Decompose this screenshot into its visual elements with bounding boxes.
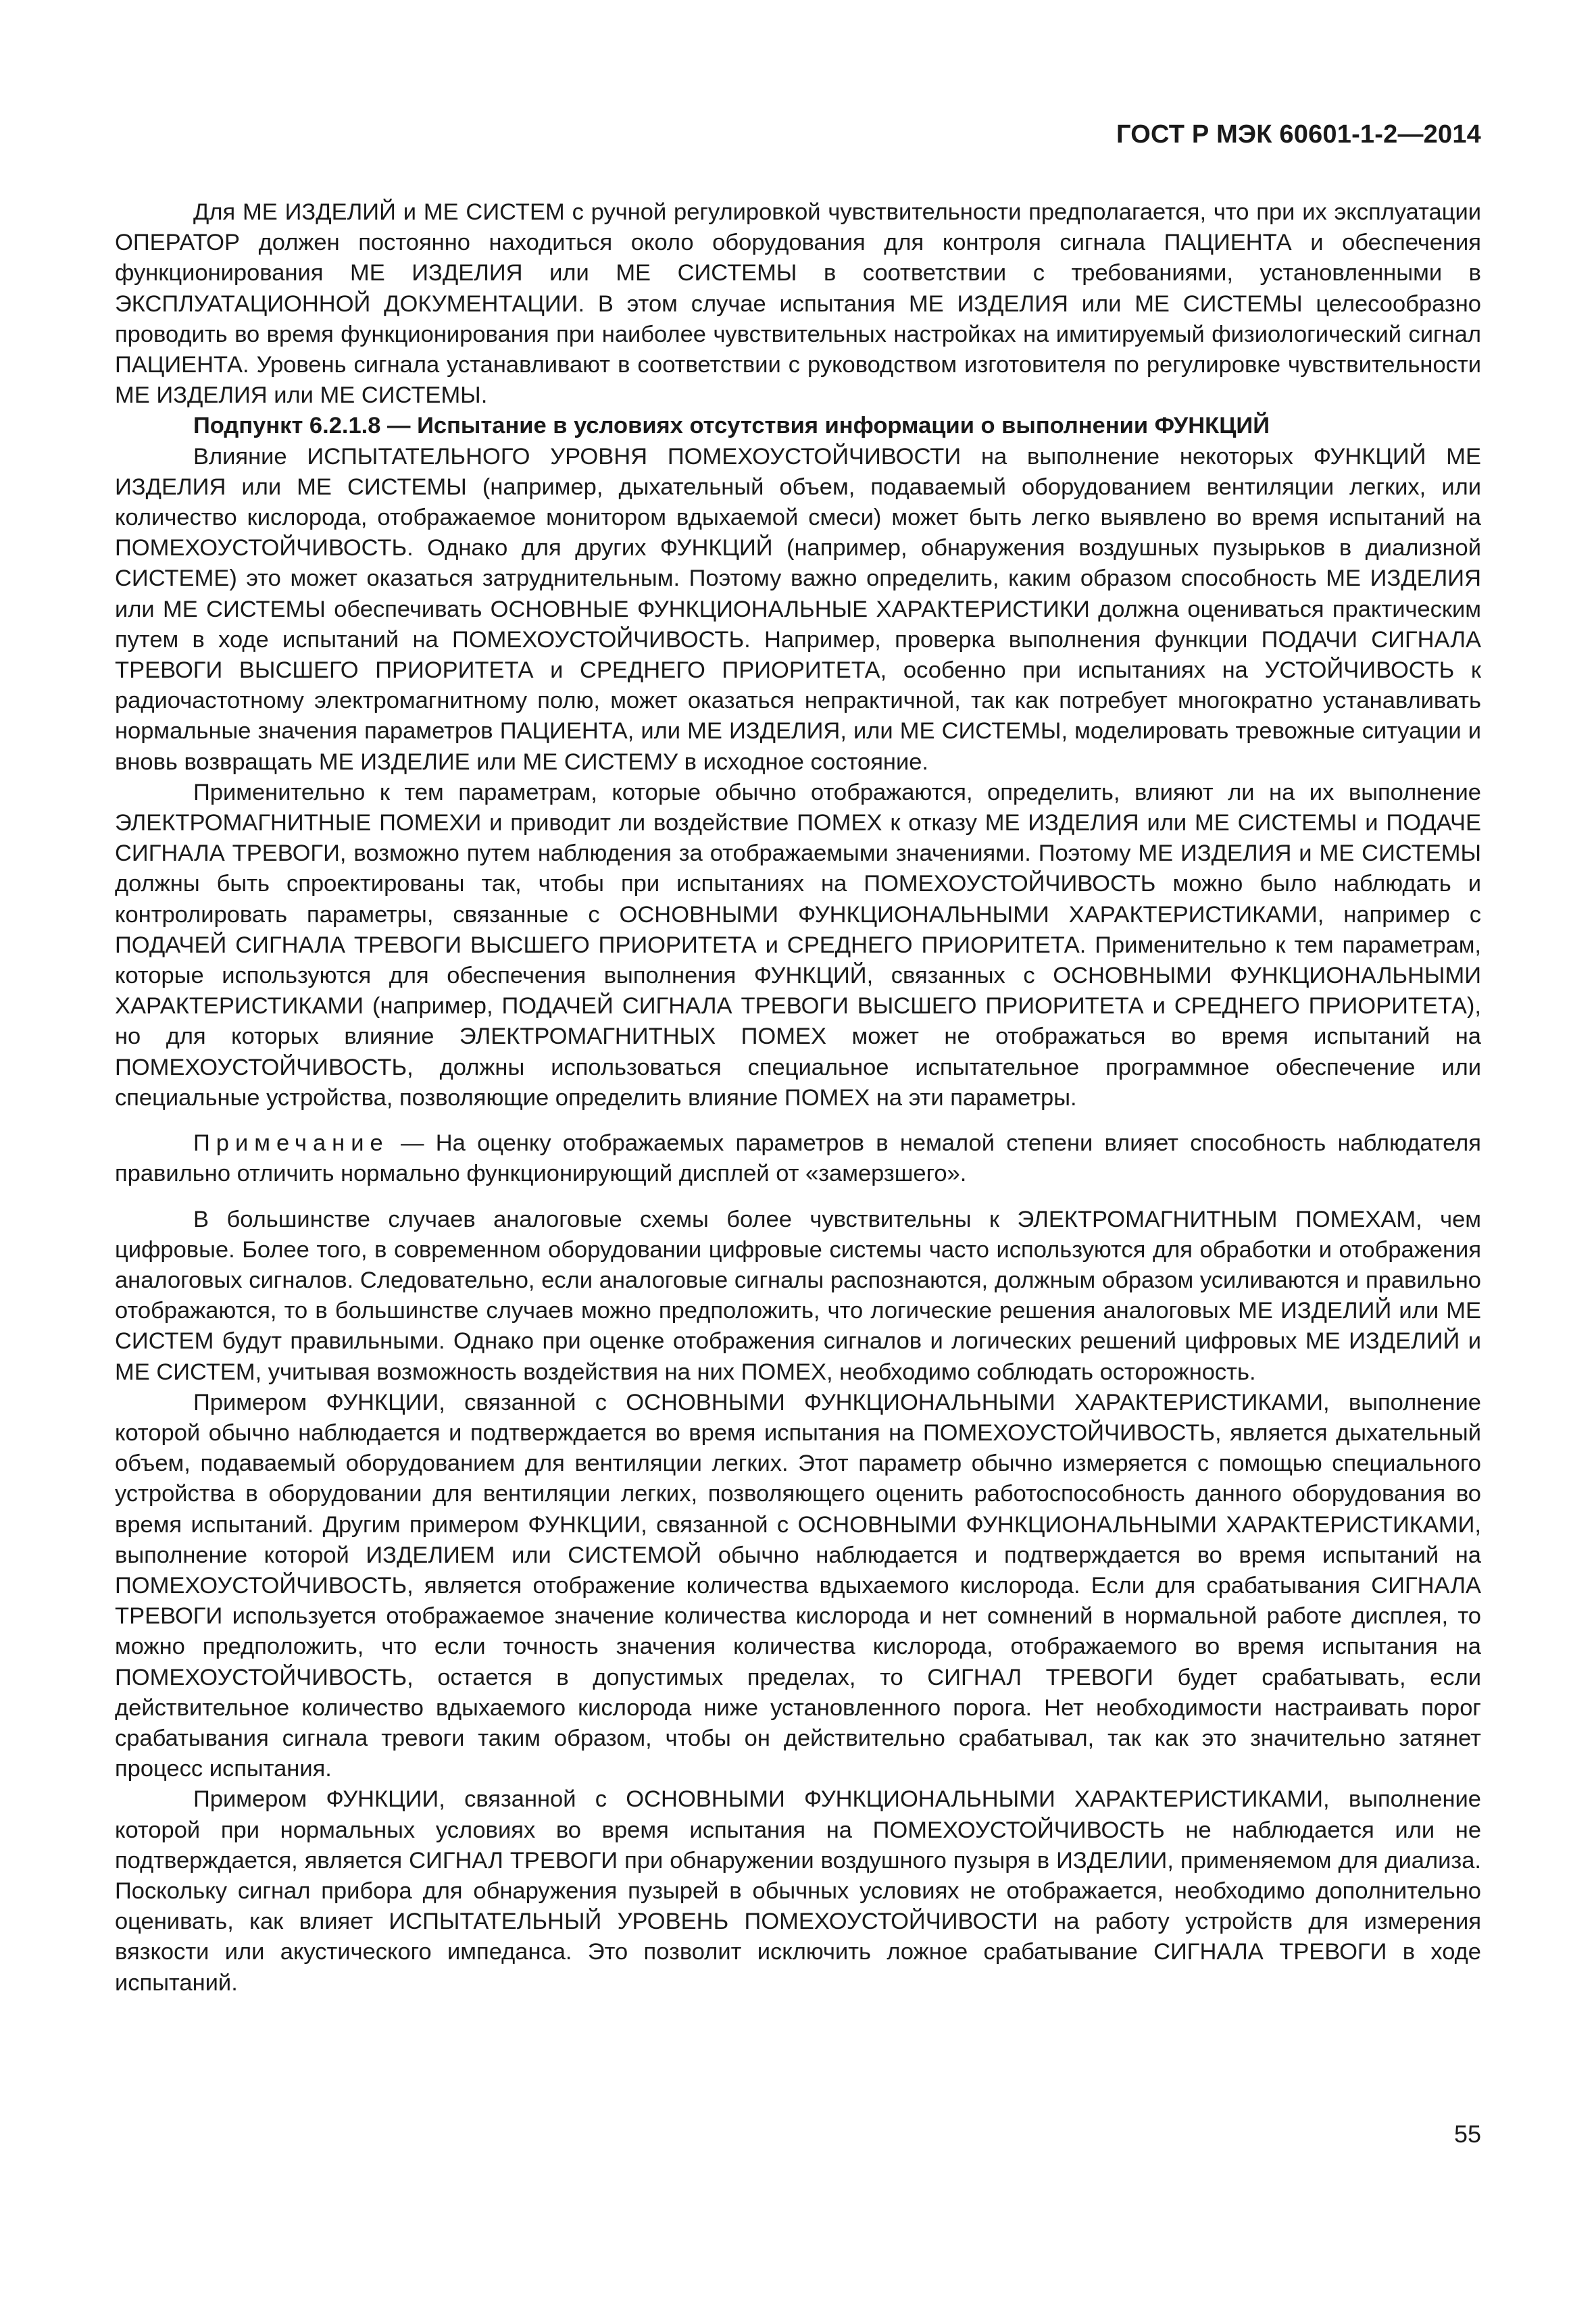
note [115,1128,1481,1189]
note-label: Примечание [193,1130,389,1157]
paragraph-immunity-test-level: Влияние ИСПЫТАТЕЛЬНОГО УРОВНЯ ПОМЕХОУСТОЙЧИВОСТИ на выполнение некоторых ФУНКЦИЙ МЕ ИЗДЕЛИЯ или МЕ СИСТЕМЫ (например, дыхательный объем, подаваемый оборудованием вентиляции легких, или количество кислорода, отображаемое монитором вдыхаемой смеси) может быть легко выявлено во время испытаний на ПОМЕХОУСТОЙЧИВОСТЬ. Однако для других ФУНКЦИЙ (например, обнаружения воздушных пузырьков в диализной СИСТЕМЕ) это может оказаться затруднительным. Поэтому важно определить, каким образом способность МЕ ИЗДЕЛИЯ или МЕ СИСТЕМЫ обеспечивать ОСНОВНЫЕ ФУНКЦИОНАЛЬНЫЕ ХАРАКТЕРИСТИКИ должна оцениваться практическим путем в ходе испытаний на ПОМЕХОУСТОЙЧИВОСТЬ. Например, проверка выполнения функции ПОДАЧИ СИГНАЛА ТРЕВОГИ ВЫСШЕГО ПРИОРИТЕТА и СРЕДНЕГО ПРИОРИТЕТА, особенно при испытаниях на УСТОЙЧИВОСТЬ к радиочастотному электромагнитному полю, может оказаться непрактичной, так как потребует многократно устанавливать нормальные значения параметров ПАЦИЕНТА, или МЕ ИЗДЕЛИЯ, или МЕ СИСТЕМЫ, моделировать тревожные ситуации и вновь возвращать МЕ ИЗДЕЛИЕ или МЕ СИСТЕМУ в исходное состояние. [115,443,1481,775]
document-body [115,197,1481,1998]
subclause-heading: Подпункт 6.2.1.8 — Испытание в условиях отсутствия информации о выполнении ФУНКЦИЙ [193,413,1270,439]
paragraph-example-air-bubble: Примером ФУНКЦИИ, связанной с ОСНОВНЫМИ ФУНКЦИОНАЛЬНЫМИ ХАРАКТЕРИСТИКАМИ, выполнение которой при нормальных условиях во время испытания на ПОМЕХОУСТОЙЧИВОСТЬ не наблюдается или не подтверждается, является СИГНАЛ ТРЕВОГИ при обнаружении воздушного пузыря в ИЗДЕЛИИ, применяемом для диализа. Поскольку сигнал прибора для обнаружения пузырей в обычных условиях не отображается, необходимо дополнительно оценивать, как влияет ИСПЫТАТЕЛЬНЫЙ УРОВЕНЬ ПОМЕХОУСТОЙЧИВОСТИ на работу устройств для измерения вязкости или акустического импеданса. Это позволит исключить ложное срабатывание СИГНАЛА ТРЕВОГИ в ходе испытаний. [115,1786,1481,1996]
paragraph-manual-sensitivity: Для МЕ ИЗДЕЛИЙ и МЕ СИСТЕМ с ручной регулировкой чувствительности предполагается, что при их эксплуатации ОПЕРАТОР должен постоянно находиться около оборудования для контроля сигнала ПАЦИЕНТА и обеспечения функционирования МЕ ИЗДЕЛИЯ или МЕ СИСТЕМЫ в соответствии с требованиями, установленными в ЭКСПЛУАТАЦИОННОЙ ДОКУМЕНТАЦИИ. В этом случае испытания МЕ ИЗДЕЛИЯ или МЕ СИСТЕМЫ целесообразно проводить во время функционирования при наиболее чувствительных настройках на имитируемый физиологический сигнал ПАЦИЕНТА. Уровень сигнала устанавливают в соответствии с руководством изготовителя по регулировке чувствительности МЕ ИЗДЕЛИЯ или МЕ СИСТЕМЫ. [115,199,1481,409]
note-text: — На оценку отображаемых параметров в немалой степени влияет способность наблюдателя правильно отличить нормально функционирующий дисплей от «замерзшего». [115,1130,1481,1187]
paragraph-example-tidal-volume: Примером ФУНКЦИИ, связанной с ОСНОВНЫМИ ФУНКЦИОНАЛЬНЫМИ ХАРАКТЕРИСТИКАМИ, выполнение которой обычно наблюдается и подтверждается во время испытания на ПОМЕХОУСТОЙЧИВОСТЬ, является дыхательный объем, подаваемый оборудованием для вентиляции легких. Этот параметр обычно измеряется с помощью специального устройства в оборудовании для вентиляции легких, позволяющего оценить работоспособность данного оборудования во время испытаний. Другим примером ФУНКЦИИ, связанной с ОСНОВНЫМИ ФУНКЦИОНАЛЬНЫМИ ХАРАКТЕРИСТИКАМИ, выполнение которой ИЗДЕЛИЕМ или СИСТЕМОЙ обычно наблюдается и подтверждается во время испытаний на ПОМЕХОУСТОЙЧИВОСТЬ, является отображение количества вдыхаемого кислорода. Если для срабатывания СИГНАЛА ТРЕВОГИ используется отображаемое значение количества кислорода и нет сомнений в нормальной работе дисплея, то можно предположить, что если точность значения количества кислорода, отображаемого во время испытания на ПОМЕХОУСТОЙЧИВОСТЬ, остается в допустимых пределах, то СИГНАЛ ТРЕВОГИ будет срабатывать, если действительное количество вдыхаемого кислорода ниже установленного порога. Нет необходимости настраивать порог срабатывания сигнала тревоги таким образом, чтобы он действительно срабатывал, так как это значительно затянет процесс испытания. [115,1389,1481,1782]
paragraph-analog-circuits: В большинстве случаев аналоговые схемы более чувствительны к ЭЛЕКТРОМАГНИТНЫМ ПОМЕХАМ, чем цифровые. Более того, в современном оборудовании цифровые системы часто используются для обработки и отображения аналоговых сигналов. Следовательно, если аналоговые сигналы распознаются, должным образом усиливаются и правильно отображаются, то в большинстве случаев можно предположить, что логические решения аналоговых МЕ ИЗДЕЛИЙ или МЕ СИСТЕМ будут правильными. Однако при оценке отображения сигналов и логических решений цифровых МЕ ИЗДЕЛИЙ и МЕ СИСТЕМ, учитывая возможность воздействия на них ПОМЕХ, необходимо соблюдать осторожность. [115,1206,1481,1385]
document-header: ГОСТ Р МЭК 60601-1-2—2014 [1116,120,1481,149]
page-number: 55 [1453,2120,1481,2148]
paragraph-displayed-parameters: Применительно к тем параметрам, которые обычно отображаются, определить, влияют ли на их выполнение ЭЛЕКТРОМАГНИТНЫЕ ПОМЕХИ и приводит ли воздействие ПОМЕХ к отказу МЕ ИЗДЕЛИЯ или МЕ СИСТЕМЫ и ПОДАЧЕ СИГНАЛА ТРЕВОГИ, возможно путем наблюдения за отображаемыми значениями. Поэтому МЕ ИЗДЕЛИЯ и МЕ СИСТЕМЫ должны быть спроектированы так, чтобы при испытаниях на ПОМЕХОУСТОЙЧИВОСТЬ можно было наблюдать и контролировать параметры, связанные с ОСНОВНЫМИ ФУНКЦИОНАЛЬНЫМИ ХАРАКТЕРИСТИКАМИ, например с ПОДАЧЕЙ СИГНАЛА ТРЕВОГИ ВЫСШЕГО ПРИОРИТЕТА и СРЕДНЕГО ПРИОРИТЕТА. Применительно к тем параметрам, которые используются для обеспечения выполнения ФУНКЦИЙ, связанных с ОСНОВНЫМИ ФУНКЦИОНАЛЬНЫМИ ХАРАКТЕРИСТИКАМИ (например, ПОДАЧЕЙ СИГНАЛА ТРЕВОГИ ВЫСШЕГО ПРИОРИТЕТА и СРЕДНЕГО ПРИОРИТЕТА), но для которых влияние ЭЛЕКТРОМАГНИТНЫХ ПОМЕХ может не отображаться во время испытаний на ПОМЕХОУСТОЙЧИВОСТЬ, должны использоваться специальное испытательное программное обеспечение или специальные устройства, позволяющие определить влияние ПОМЕХ на эти параметры. [115,779,1481,1111]
